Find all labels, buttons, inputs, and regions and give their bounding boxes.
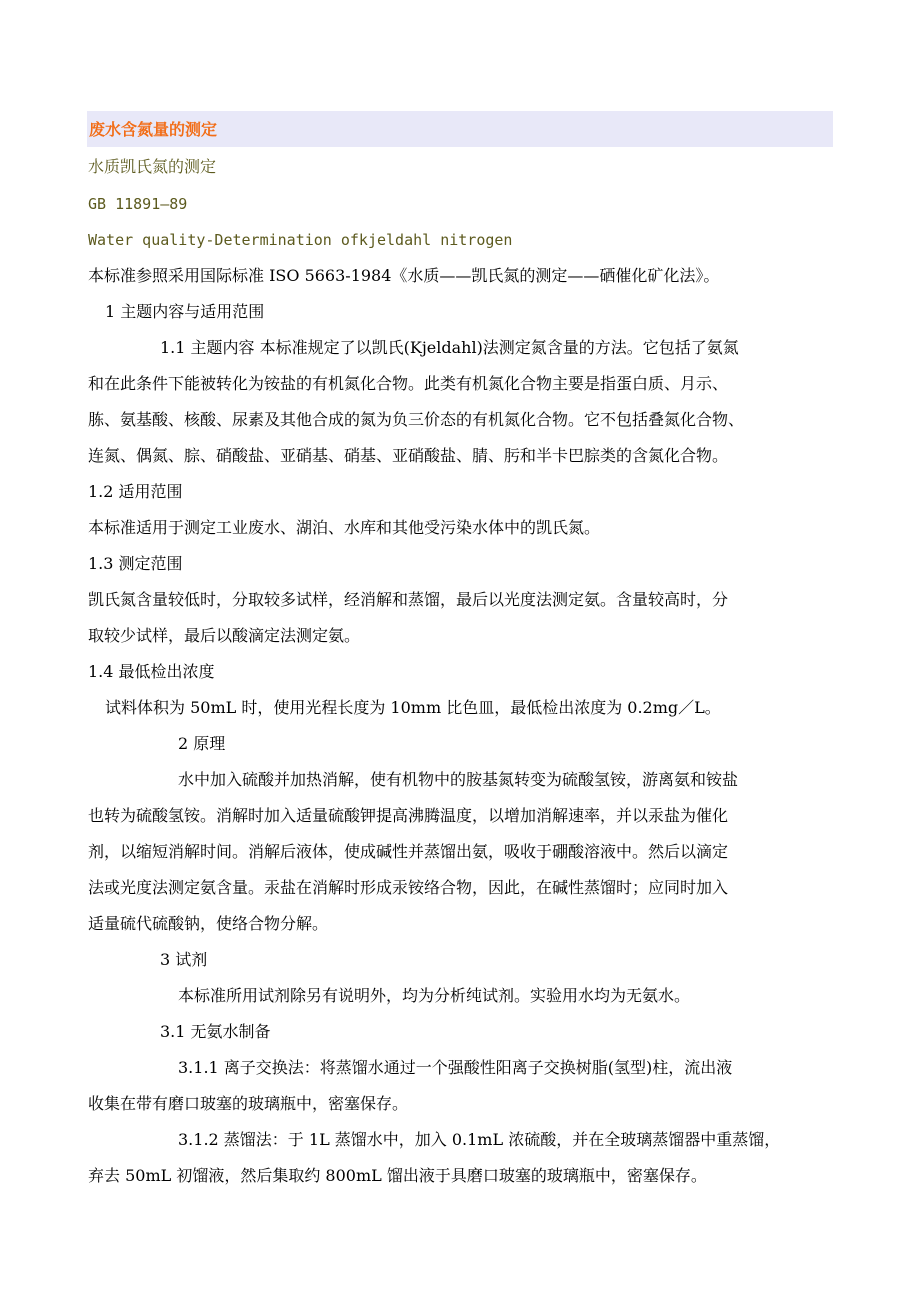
section-1-1-line: 胨、氨基酸、核酸、尿素及其他合成的氮为负三价态的有机氮化合物。它不包括叠氮化合物、 [88,410,745,429]
section-3-1-2-line: 3.1.2 蒸馏法：于 1L 蒸馏水中，加入 0.1mL 浓硫酸，并在全玻璃蒸馏器中重蒸馏， [178,1130,781,1149]
section-1-2-text: 本标准适用于测定工业废水、湖泊、水库和其他受污染水体中的凯氏氮。 [88,518,601,537]
reference-paragraph: 本标准参照采用国际标准 ISO 5663-1984《水质——凯氏氮的测定——硒催化矿化法》。 [88,266,720,285]
section-2-heading: 2 原理 [178,734,226,753]
section-1-2-heading: 1.2 适用范围 [88,482,183,501]
section-2-line: 水中加入硫酸并加热消解，使有机物中的胺基氮转变为硫酸氢铵，游离氨和铵盐 [178,770,739,789]
section-3-1-2-line: 弃去 50mL 初馏液，然后集取约 800mL 馏出液于具磨口玻塞的玻璃瓶中，密塞保存。 [88,1166,707,1185]
section-1-1-line: 和在此条件下能被转化为铵盐的有机氮化合物。此类有机氮化合物主要是指蛋白质、月示、 [88,374,729,393]
section-1-1-line: 1.1 主题内容 本标准规定了以凯氏(Kjeldahl)法测定氮含量的方法。它包括了氨氮 [160,338,739,357]
section-1-4-text: 试料体积为 50mL 时，使用光程长度为 10mm 比色皿，最低检出浓度为 0.2mg／L。 [105,698,721,717]
document-title: 废水含氮量的测定 [89,120,218,139]
section-2-line: 法或光度法测定氨含量。汞盐在消解时形成汞铵络合物，因此，在碱性蒸馏时；应同时加入 [88,878,729,897]
subtitle: 水质凯氏氮的测定 [88,157,217,176]
section-1-1-line: 连氮、偶氮、腙、硝酸盐、亚硝基、硝基、亚硝酸盐、腈、肟和半卡巴腙类的含氮化合物。 [88,446,729,465]
standard-code: GB 11891—89 [88,195,188,213]
section-3-1-1-line: 收集在带有磨口玻塞的玻璃瓶中，密塞保存。 [88,1094,409,1113]
section-3-heading: 3 试剂 [160,950,208,969]
section-1-heading: 1 主题内容与适用范围 [105,302,265,321]
english-title: Water quality-Determination ofkjeldahl nitrogen [88,231,513,249]
section-2-line: 也转为硫酸氢铵。消解时加入适量硫酸钾提高沸腾温度，以增加消解速率，并以汞盐为催化 [88,806,729,825]
section-3-1-1-line: 3.1.1 离子交换法：将蒸馏水通过一个强酸性阳离子交换树脂(氢型)柱，流出液 [178,1058,733,1077]
section-3-text: 本标准所用试剂除另有说明外，均为分析纯试剂。实验用水均为无氨水。 [178,986,691,1005]
section-2-line: 剂，以缩短消解时间。消解后液体，使成碱性并蒸馏出氨，吸收于硼酸溶液中。然后以滴定 [88,842,729,861]
section-1-3-line: 凯氏氮含量较低时，分取较多试样，经消解和蒸馏，最后以光度法测定氨。含量较高时，分 [88,590,729,609]
section-3-1-heading: 3.1 无氨水制备 [160,1022,271,1041]
section-1-3-line: 取较少试样，最后以酸滴定法测定氨。 [88,626,361,645]
section-2-line: 适量硫代硫酸钠，使络合物分解。 [88,914,329,933]
section-1-3-heading: 1.3 测定范围 [88,554,183,573]
section-1-4-heading: 1.4 最低检出浓度 [88,662,215,681]
